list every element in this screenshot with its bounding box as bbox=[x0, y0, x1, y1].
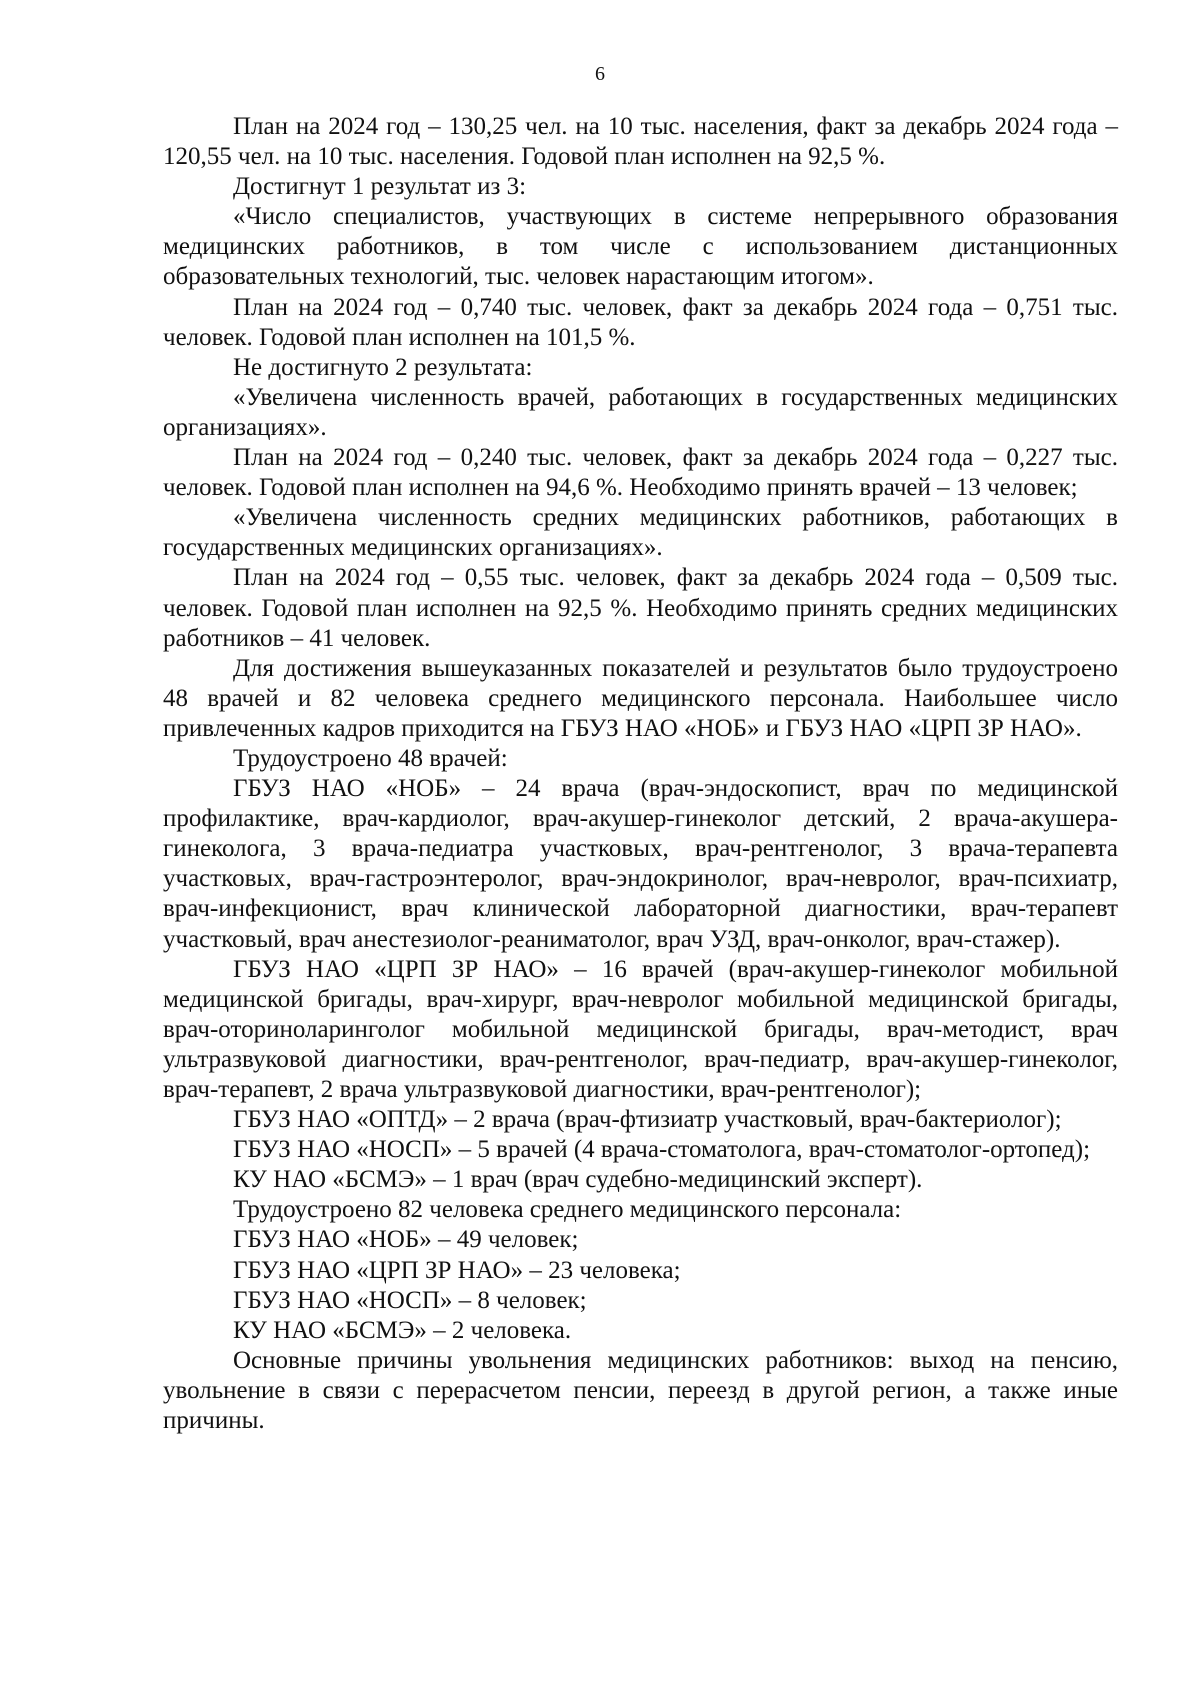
paragraph: ГБУЗ НАО «НОСП» – 8 человек; bbox=[233, 1286, 587, 1314]
paragraph: Основные причины увольнения медицинских работников: выход на пенсию, увольнение в связи с перерасчетом пенсии, переезд в другой регион, а также иные причины. bbox=[163, 1346, 1118, 1435]
paragraph: «Увеличена численность средних медицинских работников, работающих в государственных медицинских организациях». bbox=[163, 504, 1118, 562]
paragraph: ГБУЗ НАО «НОБ» – 24 врача (врач-эндоскопист, врач по медицинской профилактике, врач-кардиолог, врач-акушер-гинеколог детский, 2 врача-акушера-гинеколога, 3 врача-педиатра участковых, врач-рентгенолог, 3 врача-терапевта участковых, врач-гастроэнтеролог, врач-эндокринолог, врач-невролог, врач-психиатр, врач-инфекционист, врач клинической лабораторной диагностики, врач-терапевт участковый, врач анестезиолог-реаниматолог, врач УЗД, врач-онколог, врач-стажер). bbox=[163, 775, 1118, 953]
paragraph: Для достижения вышеуказанных показателей и результатов было трудоустроено 48 врачей и 82 человека среднего медицинского персонала. Наибольшее число привлеченных кадров приходится на ГБУЗ НАО «НОБ» и ГБУЗ НАО «ЦРП ЗР НАО». bbox=[163, 654, 1118, 742]
paragraph: План на 2024 год – 0,740 тыс. человек, факт за декабрь 2024 года – 0,751 тыс. человек. Годовой план исполнен на 101,5 %. bbox=[163, 293, 1118, 351]
paragraph: ГБУЗ НАО «ЦРП ЗР НАО» – 16 врачей (врач-акушер-гинеколог мобильной медицинской бригады, врач-хирург, врач-невролог мобильной медицинской бригады, врач-оториноларинголог мобильной медицинской бригады, врач-методист, врач ультразвуковой диагностики, врач-рентгенолог, врач-педиатр, врач-акушер-гинеколог, врач-терапевт, 2 врача ультразвуковой диагностики, врач-рентгенолог); bbox=[163, 955, 1118, 1103]
paragraph: КУ НАО «БСМЭ» – 2 человека. bbox=[233, 1316, 572, 1344]
paragraph: ГБУЗ НАО «НОБ» – 49 человек; bbox=[233, 1226, 579, 1254]
paragraph: Трудоустроено 82 человека среднего медицинского персонала: bbox=[233, 1196, 902, 1224]
page-number: 6 bbox=[595, 63, 605, 85]
paragraph: ГБУЗ НАО «ОПТД» – 2 врача (врач-фтизиатр участковый, врач-бактериолог); bbox=[233, 1106, 1062, 1134]
paragraph: Не достигнуто 2 результата: bbox=[233, 353, 533, 381]
paragraph: КУ НАО «БСМЭ» – 1 врач (врач судебно-медицинский эксперт). bbox=[233, 1166, 923, 1194]
paragraph: ГБУЗ НАО «ЦРП ЗР НАО» – 23 человека; bbox=[233, 1256, 681, 1284]
paragraph: План на 2024 год – 0,55 тыс. человек, факт за декабрь 2024 года – 0,509 тыс. человек. Годовой план исполнен на 92,5 %. Необходимо принять средних медицинских работников – 41 человек. bbox=[163, 564, 1118, 652]
document-body bbox=[163, 112, 1118, 1436]
paragraph: ГБУЗ НАО «НОСП» – 5 врачей (4 врача-стоматолога, врач-стоматолог-ортопед); bbox=[233, 1136, 1091, 1164]
paragraph: «Число специалистов, участвующих в системе непрерывного образования медицинских работников, в том числе с использованием дистанционных образовательных технологий, тыс. человек нарастающим итогом». bbox=[163, 203, 1118, 291]
paragraph: «Увеличена численность врачей, работающих в государственных медицинских организациях». bbox=[163, 383, 1118, 441]
paragraph: План на 2024 год – 130,25 чел. на 10 тыс. населения, факт за декабрь 2024 года – 120,55 чел. на 10 тыс. населения. Годовой план исполнен на 92,5 %. bbox=[163, 113, 1118, 171]
paragraph: План на 2024 год – 0,240 тыс. человек, факт за декабрь 2024 года – 0,227 тыс. человек. Годовой план исполнен на 94,6 %. Необходимо принять врачей – 13 человек; bbox=[163, 444, 1118, 502]
paragraph: Достигнут 1 результат из 3: bbox=[233, 173, 527, 201]
paragraph: Трудоустроено 48 врачей: bbox=[233, 744, 508, 772]
